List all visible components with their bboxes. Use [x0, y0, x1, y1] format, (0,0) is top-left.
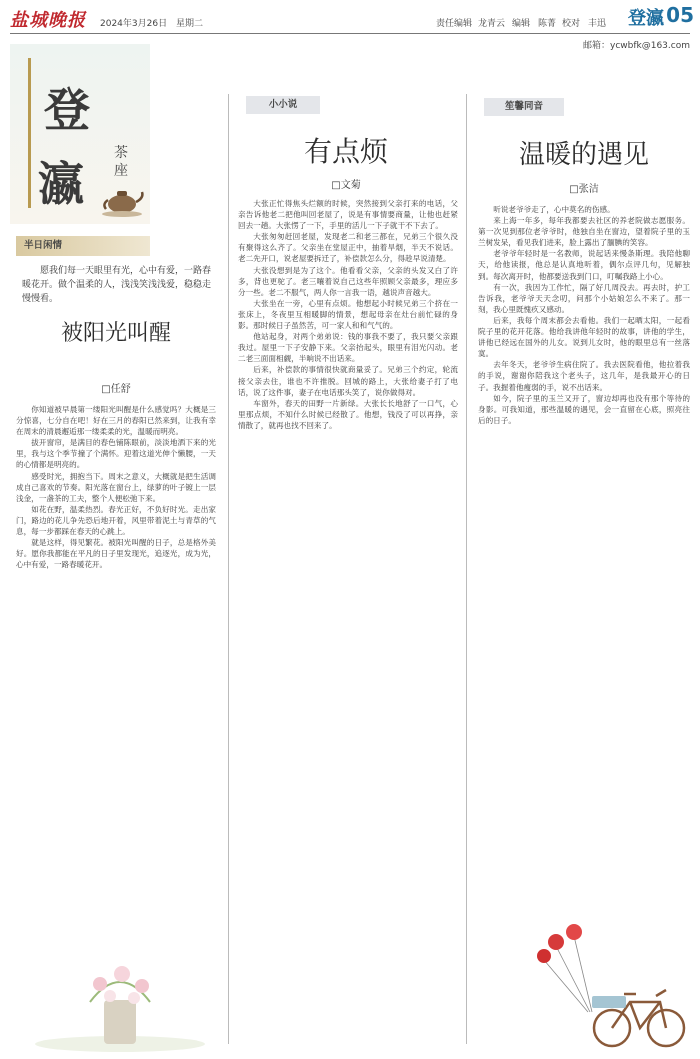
- col1-body: [16, 404, 216, 942]
- paragraph: 他站起身，对两个弟弟说：钱的事我不要了，我只要父亲跟我过。屋里一下子安静下来。父亲抬起头，眼里有泪光闪动。老二老三面面相觑，半晌说不出话来。: [238, 332, 458, 364]
- paragraph: 听说老爷爷走了，心中莫名的伤感。: [493, 205, 615, 214]
- logo-char-2: 瀛: [38, 157, 84, 211]
- paragraph: 如今，院子里的玉兰又开了，窗边却再也没有那个等待的身影。可我知道，那些温暖的遇见，会一直留在心底，照亮往后的日子。: [478, 393, 690, 425]
- email: 邮箱：ycwbfk@163.com: [583, 41, 690, 51]
- col3-title: 温暖的遇见: [518, 140, 649, 170]
- balloon-icon: [566, 924, 582, 940]
- col1-author: □任舒: [101, 384, 131, 395]
- logo-char-1: 登: [44, 83, 90, 137]
- flower-illustration: [30, 952, 210, 1052]
- paragraph: 如花在野，温柔热烈。春光正好，不负好时光。走出家门，路边的花儿争先恐后地开着，风里带着泥土与青草的气息，每一步都踩在春天的心跳上。: [16, 504, 216, 537]
- col2-body: [238, 198, 458, 1044]
- category-tag-col3: 笙馨同音: [484, 98, 564, 116]
- date: 2024年3月26日: [100, 19, 168, 29]
- balloon-icon: [548, 934, 564, 950]
- paragraph: 大张坐在一旁，心里有点烦。他想起小时候兄弟三个挤在一张床上，冬夜里互相暖脚的情景，想起母亲在灶台前忙碌的身影。那时候日子虽然苦，可一家人和和气气的。: [238, 298, 458, 331]
- proof: 丰迅: [588, 19, 607, 29]
- column-divider: [228, 94, 229, 1044]
- paragraph: 你知道被早晨第一缕阳光叫醒是什么感觉吗？大概是三分惊喜，七分自在吧！好在三月的春阳已然来到，让我有幸在周末的清晨邂逅那一缕柔柔的光，温暖而明亮。: [16, 405, 216, 437]
- paragraph: 大张没想到是为了这个。他看看父亲，父亲的头发又白了许多，背也更驼了。老三嚷着说自己这些年照顾父亲最多，理应多分一些。老二不服气，两人你一言我一语，越说声音越大。: [238, 265, 458, 297]
- col3-body: [478, 204, 690, 930]
- category-tag-col1: 半日闲情: [16, 236, 150, 256]
- paragraph: 老爷爷年轻时是一名教师，说起话来慢条斯理。我陪他聊天，给他读报，他总是认真地听着，偶尔点评几句，见解独到。每次离开时，他都要送我到门口，叮嘱我路上小心。: [478, 249, 690, 281]
- logo-side-text: 茶座: [114, 145, 128, 179]
- bicycle-balloons-illustration: [520, 916, 690, 1052]
- col1-title: 被阳光叫醒: [60, 321, 171, 346]
- editor-label: 责任编辑: [436, 19, 473, 29]
- header-rule: [10, 33, 690, 34]
- paragraph: 就是这样，得见繁花。被阳光叫醒的日子，总是格外美好。愿你我都能在平凡的日子里发现光，追逐光，成为光，心中有爱，一路春暖花开。: [16, 538, 216, 570]
- paragraph: 后来，补偿款的事情很快就商量妥了。兄弟三个约定，轮流接父亲去住，谁也不许推脱。回城的路上，大张给妻子打了电话，说了这件事，妻子在电话那头笑了，说你做得对。: [238, 365, 458, 397]
- section-name: 登瀛: [628, 8, 664, 29]
- design: 陈菁: [538, 19, 557, 29]
- logo-decoration-bar: [28, 58, 31, 208]
- col2-title: 有点烦: [303, 135, 388, 168]
- paragraph: 拔开窗帘，是满目的春色铺陈眼前，淡淡地洒下来的光里，我与这个季节撞了个满怀。迎着这道光伸个懒腰，一天的心情都是明亮的。: [16, 438, 216, 470]
- paragraph: 车窗外，春天的田野一片新绿。大张长长地舒了一口气，心里那点烦，不知什么时候已经散了。他想，钱没了可以再挣，亲情散了，就再也找不回来了。: [238, 398, 458, 430]
- paragraph: 去年冬天，老爷爷生病住院了。我去医院看他，他拉着我的手说，谢谢你陪我这个老头子，这几年，是我最开心的日子。我握着他瘦弱的手，说不出话来。: [478, 360, 690, 392]
- page-number: 05: [666, 3, 694, 27]
- proof-label: 校对: [562, 19, 581, 29]
- paragraph: 来上海一年多，每年我都要去社区的养老院做志愿服务。第一次见到那位老爷爷时，他独自坐在窗边，望着院子里的玉兰树发呆，看见我们进来，脸上露出了腼腆的笑容。: [478, 216, 690, 248]
- paragraph: 大张正忙得焦头烂额的时候，突然接到父亲打来的电话，父亲告诉他老二把他叫回老屋了，说是有事情要商量，让他也赶紧回去一趟。大张愣了一下，手里的活儿一下子就干不下去了。: [238, 199, 458, 231]
- col3-author: □张洁: [569, 184, 599, 195]
- weekday: 星期二: [176, 19, 204, 29]
- balloon-icon: [537, 949, 551, 963]
- teapot-icon: [100, 182, 146, 218]
- paragraph: 大张匆匆赶回老屋，发现老二和老三都在，兄弟三个很久没有聚得这么齐了。父亲坐在堂屋正中，抽着旱烟，半天不说话。老二先开口，说老屋要拆迁了，补偿款怎么分，得趁早说清楚。: [238, 232, 458, 264]
- masthead: 盐城晚报: [10, 10, 86, 31]
- col1-intro: 愿我们每一天眼里有光，心中有爱，一路春暖花开。做个温柔的人，浅浅笑浅浅爱，稳稳走慢慢看。: [22, 266, 212, 304]
- category-tag-col2: 小小说: [246, 96, 320, 114]
- paragraph: 感受时光，拥抱当下。周末之意义，大概就是把生活调成自己喜欢的节奏。阳光落在窗台上，绿萝的叶子镀上一层浅金，一盏茶的工夫，整个人便松弛下来。: [16, 471, 216, 503]
- paragraph: 有一次，我因为工作忙，隔了好几周没去。再去时，护工告诉我，老爷爷天天念叨，问那个小姑娘怎么不来了。那一刻，我心里既愧疚又感动。: [478, 282, 690, 314]
- paragraph: 后来，我每个周末都会去看他。我们一起晒太阳，一起看院子里的花开花落。他给我讲他年轻时的故事，讲他的学生，讲他已经远在国外的儿女。说到儿女时，他的眼里总有一丝落寞。: [478, 315, 690, 359]
- column-divider: [466, 94, 467, 1044]
- editor: 龙青云: [478, 19, 506, 29]
- col2-author: □文菊: [331, 180, 361, 191]
- column-logo: [10, 44, 150, 224]
- design-label: 编辑: [512, 19, 531, 29]
